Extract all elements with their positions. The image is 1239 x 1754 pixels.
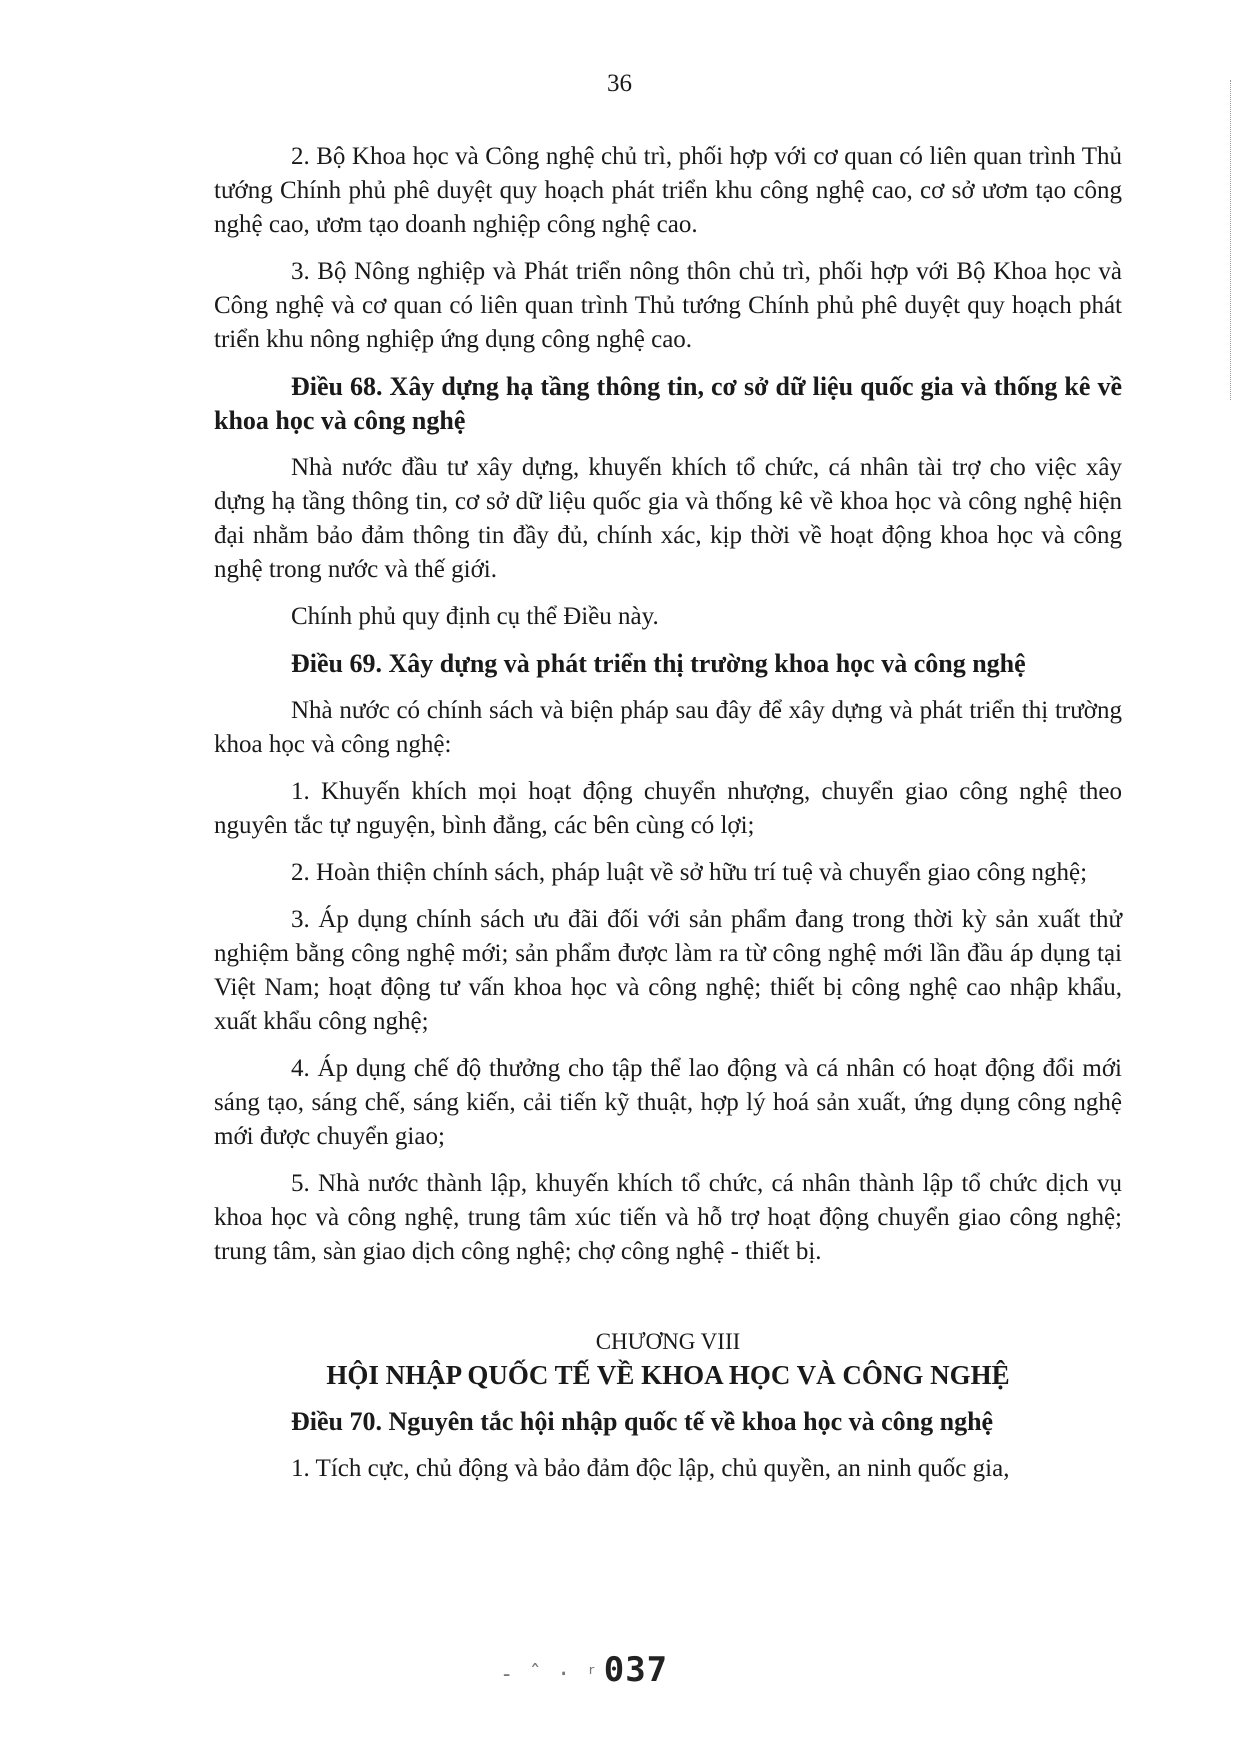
article-69-item-1: 1. Khuyến khích mọi hoạt động chuyển nhượng, chuyển giao công nghệ theo nguyên tắc tự nguyện, bình đẳng, các bên cùng có lợi; [214, 778, 1122, 839]
article-69-item-3: 3. Áp dụng chính sách ưu đãi đối với sản phẩm đang trong thời kỳ sản xuất thử nghiệm bằng công nghệ mới; sản phẩm được làm ra từ công nghệ mới lần đầu áp dụng tại Việt Nam; hoạt động tư vấn khoa học và công nghệ; thiết bị công nghệ cao nhập khẩu, xuất khẩu công nghệ; [214, 906, 1122, 1035]
page-number: 36 [607, 70, 632, 97]
clause-2-paragraph: 2. Bộ Khoa học và Công nghệ chủ trì, phối hợp với cơ quan có liên quan trình Thủ tướng Chính phủ phê duyệt quy hoạch phát triển khu công nghệ cao, cơ sở ươm tạo công nghệ cao, ươm tạo doanh nghiệp công nghệ cao. [214, 143, 1122, 238]
article-69-intro: Nhà nước có chính sách và biện pháp sau đây để xây dựng và phát triển thị trường khoa học và công nghệ: [214, 697, 1122, 758]
article-69-item-5: 5. Nhà nước thành lập, khuyến khích tổ chức, cá nhân thành lập tổ chức dịch vụ khoa học và công nghệ, trung tâm xúc tiến và hỗ trợ hoạt động chuyển giao công nghệ; trung tâm, sàn giao dịch công nghệ; chợ công nghệ - thiết bị. [214, 1170, 1122, 1265]
article-68-paragraph: Nhà nước đầu tư xây dựng, khuyến khích tổ chức, cá nhân tài trợ cho việc xây dựng hạ tầng thông tin, cơ sở dữ liệu quốc gia và thống kê về khoa học và công nghệ hiện đại nhằm bảo đảm thông tin đầy đủ, chính xác, kịp thời về hoạt động khoa học và công nghệ trong nước và thế giới. [214, 454, 1122, 583]
chapter-heading-block [214, 1327, 1122, 1393]
chapter-title: HỘI NHẬP QUỐC TẾ VỀ KHOA HỌC VÀ CÔNG NGHỆ [326, 1360, 1010, 1390]
article-69-heading: Điều 69. Xây dựng và phát triển thị trường khoa học và công nghệ [291, 649, 1026, 678]
binding-margin-marks [1226, 80, 1231, 400]
article-68-paragraph: Chính phủ quy định cụ thể Điều này. [291, 603, 659, 630]
article-70-item-1: 1. Tích cực, chủ động và bảo đảm độc lập, chủ quyền, an ninh quốc gia, [291, 1455, 1010, 1482]
stamp-number: 037 [603, 1650, 669, 1690]
article-70-heading: Điều 70. Nguyên tắc hội nhập quốc tế về khoa học và công nghệ [291, 1407, 994, 1436]
document-body [214, 140, 1122, 1499]
stamp-faint-marks: - ˆ · ʳ [500, 1662, 600, 1687]
page-stamp [500, 1650, 668, 1690]
article-69-item-4: 4. Áp dụng chế độ thưởng cho tập thể lao động và cá nhân có hoạt động đổi mới sáng tạo, sáng chế, sáng kiến, cải tiến kỹ thuật, hợp lý hoá sản xuất, ứng dụng công nghệ mới được chuyển giao; [214, 1055, 1122, 1150]
article-68-heading: Điều 68. Xây dựng hạ tầng thông tin, cơ sở dữ liệu quốc gia và thống kê về khoa học và công nghệ [214, 372, 1122, 435]
clause-3-paragraph: 3. Bộ Nông nghiệp và Phát triển nông thôn chủ trì, phối hợp với Bộ Khoa học và Công nghệ và cơ quan có liên quan trình Thủ tướng Chính phủ phê duyệt quy hoạch phát triển khu nông nghiệp ứng dụng công nghệ cao. [214, 258, 1122, 353]
chapter-label: CHƯƠNG VIII [595, 1329, 741, 1354]
article-69-item-2: 2. Hoàn thiện chính sách, pháp luật về sở hữu trí tuệ và chuyển giao công nghệ; [291, 859, 1088, 886]
